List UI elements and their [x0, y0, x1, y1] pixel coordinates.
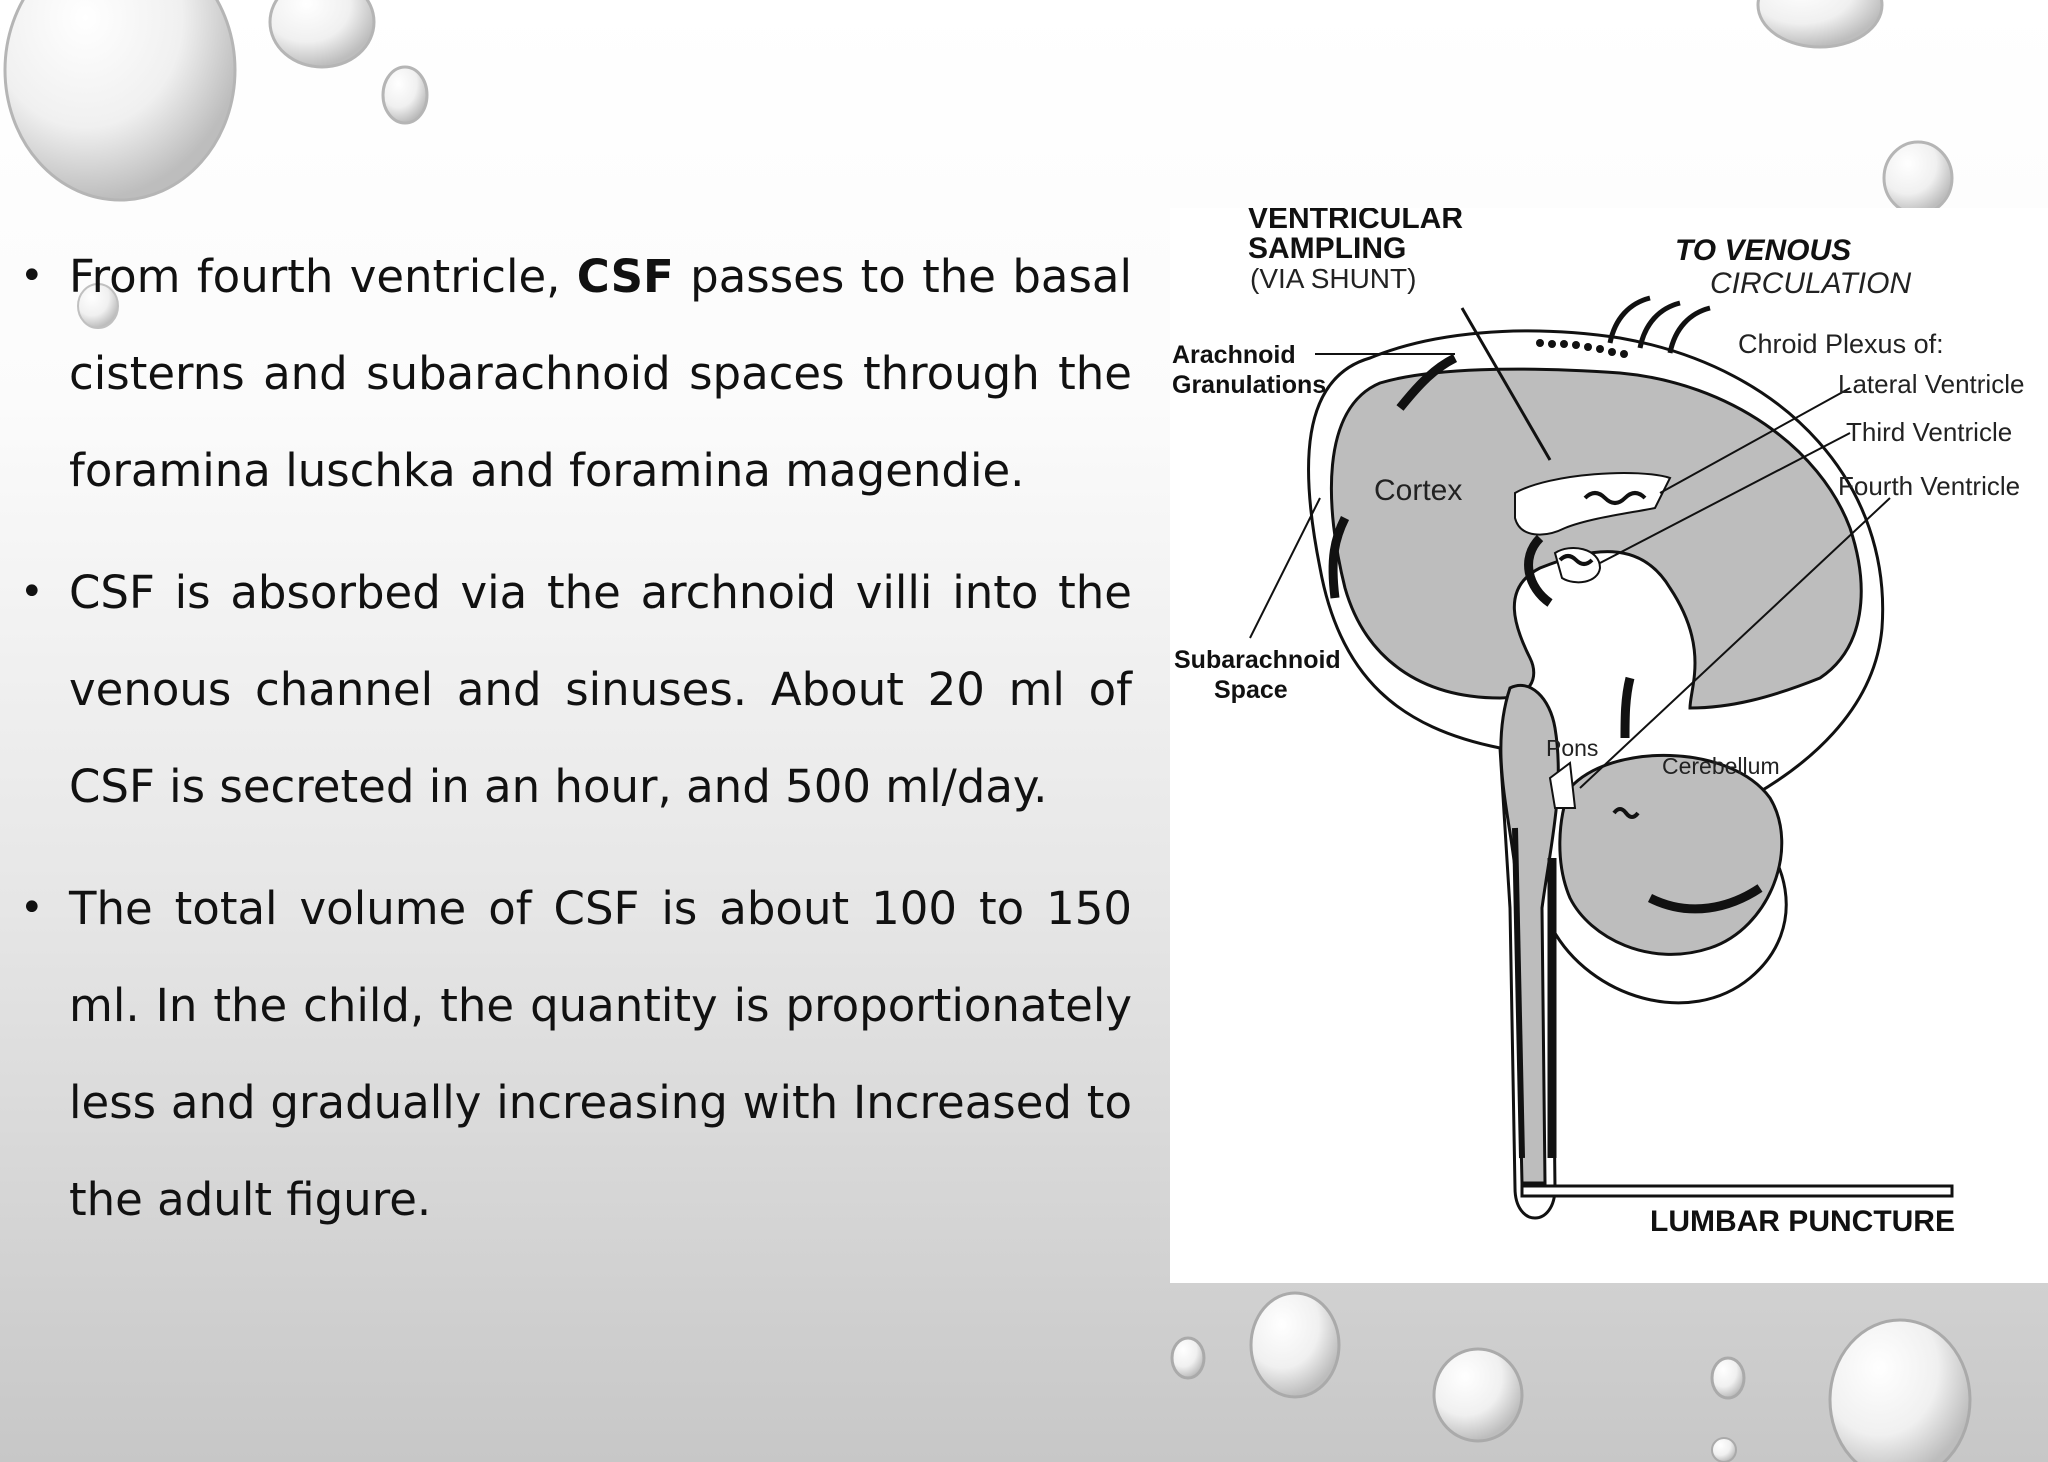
drop-bottom-3	[1434, 1349, 1522, 1441]
bullet-1-bold: CSF	[576, 250, 674, 303]
csf-flow-figure	[1170, 208, 2048, 1283]
label-chroid-plexus: Chroid Plexus of:	[1738, 329, 1944, 359]
label-to-venous: TO VENOUS	[1675, 234, 1852, 267]
drop-bottom-2	[1251, 1293, 1339, 1397]
bullet-item-2: • CSF is absorbed via the archnoid villi into the venous channel and sinuses. About 20 ml of CSF is secreted in an hour, and 500 ml/day.	[20, 544, 1132, 835]
label-ventricular-sampling: SAMPLING	[1248, 232, 1407, 265]
drop-right-small	[1884, 142, 1952, 214]
bullet-list	[20, 228, 1132, 1273]
label-fourth-ventricle: Fourth Ventricle	[1838, 471, 2021, 501]
drop-top-left-medium	[270, 0, 374, 67]
label-cortex: Cortex	[1374, 474, 1463, 507]
third-ventricle	[1555, 548, 1600, 582]
label-lateral-ventricle: Lateral Ventricle	[1838, 369, 2025, 399]
label-space: Space	[1214, 676, 1288, 704]
drop-top-left-large	[5, 0, 235, 200]
label-third-ventricle: Third Ventricle	[1846, 417, 2013, 447]
lumbar-needle	[1522, 1186, 1952, 1196]
label-subarachnoid: Subarachnoid	[1174, 646, 1341, 674]
label-via-shunt: (VIA SHUNT)	[1250, 263, 1417, 294]
drop-top-right	[1758, 0, 1882, 47]
label-granulations: Granulations	[1172, 371, 1327, 399]
bullet-1-after: passes to the basal cisterns and subarachnoid spaces through the foramina luschka and foramina magendie.	[69, 250, 1132, 497]
bullet-item-3: • The total volume of CSF is about 100 to 150 ml. In the child, the quantity is proportionately less and gradually increasing with Increased to the adult figure.	[20, 860, 1132, 1248]
subarachnoid-leader	[1250, 498, 1320, 638]
drop-bottom-5	[1830, 1320, 1970, 1462]
label-lumbar-puncture: LUMBAR PUNCTURE	[1650, 1205, 1955, 1238]
venous-arrow-3	[1670, 308, 1710, 353]
drop-top-left-small	[383, 67, 427, 123]
cerebellum-shape	[1560, 755, 1782, 954]
bullet-item-1	[20, 228, 1132, 519]
label-arachnoid: Arachnoid	[1172, 341, 1296, 369]
bullet-1-before: From fourth ventricle,	[69, 250, 577, 303]
flow-arrow-fourth	[1625, 678, 1630, 738]
label-cerebellum: Cerebellum	[1662, 753, 1780, 779]
label-circulation: CIRCULATION	[1710, 267, 1912, 300]
drop-bottom-4	[1712, 1358, 1744, 1398]
label-ventricular-sampling-line1: VENTRICULAR	[1248, 208, 1463, 235]
drop-bottom-6	[1712, 1438, 1736, 1462]
label-pons: Pons	[1546, 735, 1599, 761]
drop-bottom-1	[1172, 1338, 1204, 1378]
csf-flow-diagram	[1170, 208, 2048, 1283]
